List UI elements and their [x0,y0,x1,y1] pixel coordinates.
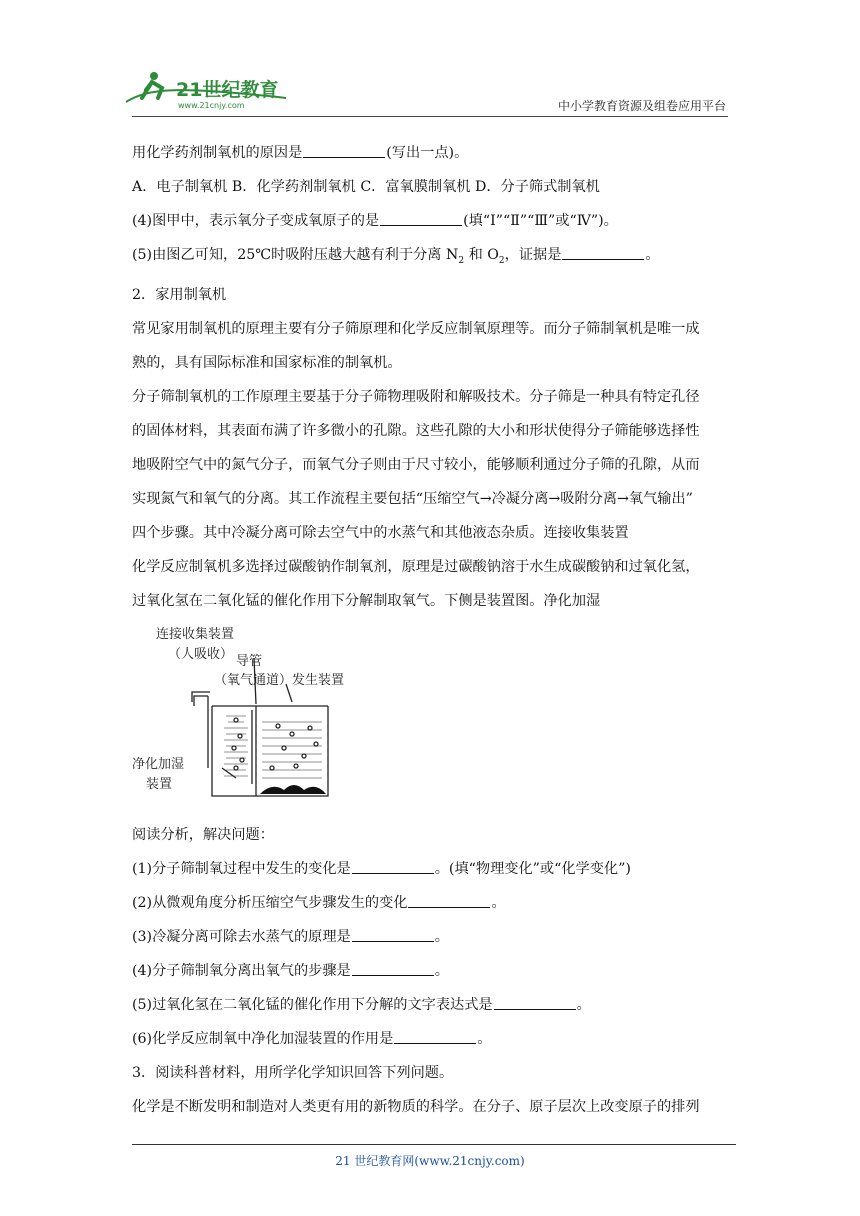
site-logo [118,68,298,112]
platform-name: 中小学教育资源及组卷应用平台 [557,99,726,113]
answer-blank[interactable] [380,211,462,226]
paragraph-line: 常见家用制氧机的原理主要有分子筛原理和化学反应制氧原理等。而分子筛制氧机是唯一成 [132,320,700,337]
paragraph-line: 地吸附空气中的氮气分子，而氧气分子则由于尺寸较小，能够顺利通过分子筛的孔隙，从而 [132,456,700,473]
question-line: (4)分子筛制氧分离出氧气的步骤是 。 [132,962,449,979]
logo-text: 21世纪教育 [176,79,279,101]
paragraph-line: 分子筛制氧机的工作原理主要基于分子筛物理吸附和解吸技术。分子筛是一种具有特定孔径 [132,388,700,405]
prompt-line: 阅读分析，解决问题： [132,826,274,843]
question-line: (2)从微观角度分析压缩空气步骤发生的变化 。 [132,894,506,911]
footer-text: 21 世纪教育网(www.21cnjy.com) [335,1154,525,1168]
paragraph-line: 四个步骤。其中冷凝分离可除去空气中的水蒸气和其他液态杂质。连接收集装置 [132,524,629,541]
answer-blank[interactable] [352,859,434,874]
answer-blank[interactable] [352,927,434,942]
page-header [0,0,860,120]
label-tube-note: （氧气通道） [214,672,293,688]
paragraph-line: 化学是不断发明和制造对人类更有用的新物质的科学。在分子、原子层次上改变原子的排列 [132,1098,700,1115]
answer-blank[interactable] [303,143,385,158]
text-line: (5)由图乙可知，25℃时吸附压越大越有利于分离 $N_2$ 和 $O_2$，证据是 。 [132,247,660,266]
label-collect-note: （人吸收） [168,646,234,662]
paragraph-line: 过氧化氢在二氧化锰的催化作用下分解制取氧气。下侧是装置图。净化加湿 [132,592,601,609]
answer-blank[interactable] [408,893,490,908]
paragraph-line: 的固体材料，其表面布满了许多微小的孔隙。这些孔隙的大小和形状使得分子筛能够选择性 [132,422,700,439]
question-line: (3)冷凝分离可除去水蒸气的原理是 。 [132,928,449,945]
question-line: (6)化学反应制氧中净化加湿装置的作用是 。 [132,1030,492,1047]
apparatus-figure [132,618,732,818]
text-line: 用化学药剂制氧机的原因是 (写出一点)。 [132,145,469,161]
paragraph-line: 熟的，具有国际标准和国家标准的制氧机。 [132,354,402,371]
label-tube: 导管 [236,653,263,669]
label-collect: 连接收集装置 [156,626,235,642]
footer-divider [132,1144,736,1145]
answer-blank[interactable] [562,245,644,260]
section-heading: 2．家用制氧机 [132,286,227,303]
text-line: (4)图甲中，表示氧分子变成氧原子的是 (填“Ⅰ”“Ⅱ”“Ⅲ”或“Ⅳ”)。 [132,213,618,229]
document-body [132,136,732,1124]
label-purifier-note: 装置 [146,776,173,792]
header-divider [132,116,728,117]
label-purifier: 净化加湿 [132,756,185,772]
apparatus-diagram [132,618,732,818]
question-line: (5)过氧化氢在二氧化锰的催化作用下分解的文字表达式是 。 [132,996,591,1013]
paragraph-line: 实现氮气和氧气的分离。其工作流程主要包括“压缩空气→冷凝分离→吸附分离→氧气输出” [132,490,693,507]
label-generator: 发生装置 [292,672,345,688]
section-heading: 3．阅读科普材料，用所学化学知识回答下列问题。 [132,1064,454,1081]
options-line: A．电子制氧机 B．化学药剂制氧机 C．富氧膜制氧机 D．分子筛式制氧机 [132,179,600,195]
answer-blank[interactable] [394,1029,476,1044]
question-line: (1)分子筛制氧过程中发生的变化是 。(填“物理变化”或“化学变化”) [132,860,631,877]
logo-subtext: www.21cnjy.com [178,101,245,110]
answer-blank[interactable] [352,961,434,976]
paragraph-line: 化学反应制氧机多选择过碳酸钠作制氧剂，原理是过碳酸钠溶于水生成碳酸钠和过氧化氢， [132,558,700,575]
answer-blank[interactable] [494,995,576,1010]
